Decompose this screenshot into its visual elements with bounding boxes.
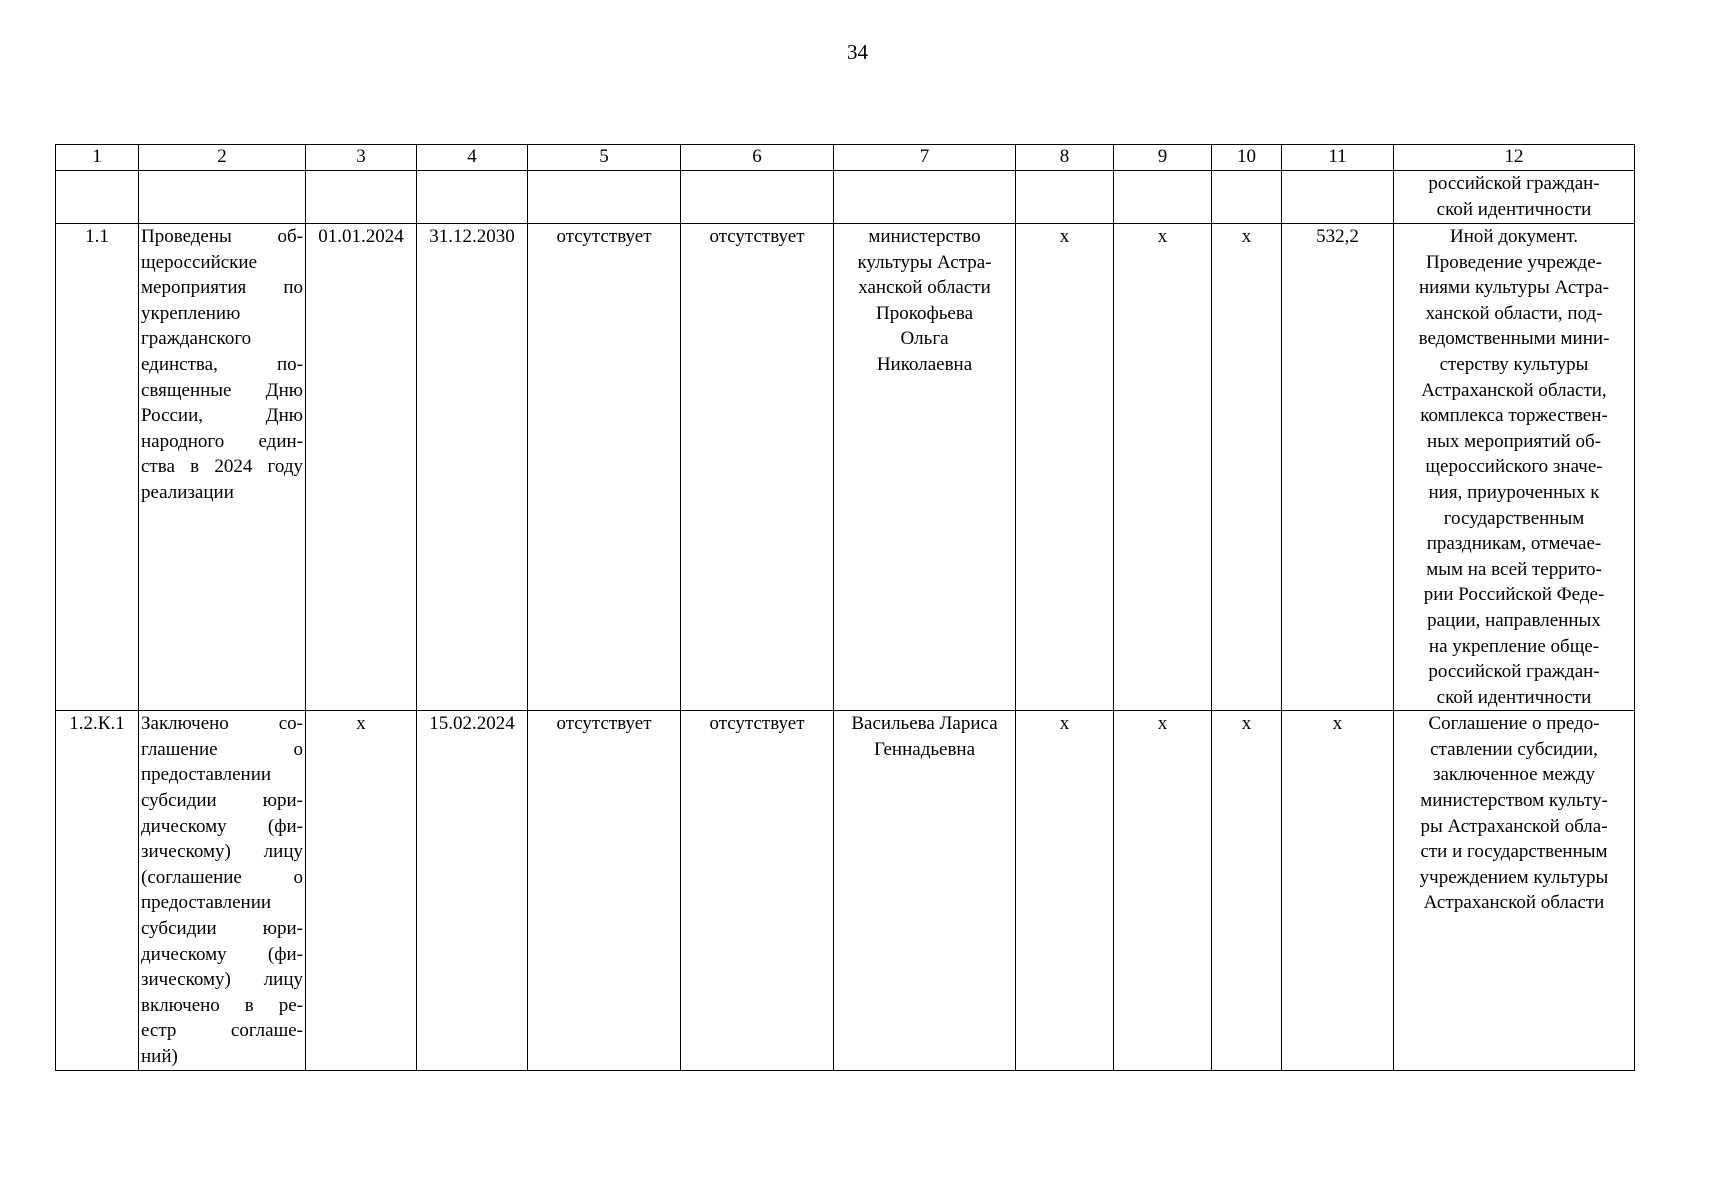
result-name-line: дическому (фи- <box>141 943 303 965</box>
document-line: сти и государственным <box>1420 841 1608 863</box>
column-8-value: x <box>1016 224 1114 711</box>
result-name-line: субсидии юри- <box>141 790 303 812</box>
empty-cell <box>139 171 306 224</box>
document-line: ниями культуры Астра- <box>1418 277 1610 299</box>
responsible-line: Геннадьевна <box>873 738 976 760</box>
column-number-1: 1 <box>56 145 139 171</box>
result-name-line: предоставлении <box>141 892 272 914</box>
responsible-line: культуры Астра- <box>857 251 992 273</box>
document-line: ханской области, под- <box>1425 302 1603 324</box>
document-line: рии Российской Феде- <box>1423 584 1605 606</box>
column-10-value: x <box>1212 711 1282 1070</box>
empty-cell <box>1282 171 1394 224</box>
column-number-7: 7 <box>834 145 1016 171</box>
document-line: заключенное между <box>1432 764 1596 786</box>
document-line: ных мероприятий об- <box>1426 430 1602 452</box>
responsible-line: Прокофьева <box>875 302 974 324</box>
result-name-line: России, Дню <box>141 405 303 427</box>
empty-cell <box>834 171 1016 224</box>
result-name-cell <box>139 224 306 711</box>
document-cell <box>1394 224 1635 711</box>
column-5-value: отсутствует <box>528 711 681 1070</box>
table-row <box>56 224 1635 711</box>
start-date: 01.01.2024 <box>306 224 417 711</box>
column-number-9: 9 <box>1114 145 1212 171</box>
column-5-value: отсутствует <box>528 224 681 711</box>
result-name-line: субсидии юри- <box>141 918 303 940</box>
document-line: российской граждан- <box>1428 661 1600 683</box>
result-name-line: дическому (фи- <box>141 815 303 837</box>
responsible-line: Ольга <box>900 328 949 350</box>
document-line: ской идентичности <box>1436 686 1592 708</box>
result-name-line: Заключено со- <box>141 713 303 735</box>
column-number-row <box>56 145 1635 171</box>
continuation-document-cell <box>1394 171 1635 224</box>
continuation-line: ской идентичности <box>1436 198 1592 220</box>
document-line: стерству культуры <box>1439 353 1589 375</box>
start-date: x <box>306 711 417 1070</box>
result-name-line: (соглашение о <box>141 866 303 888</box>
responsible-line: Николаевна <box>876 353 973 375</box>
continuation-row <box>56 171 1635 224</box>
document-line: Астраханской области <box>1423 892 1605 914</box>
column-number-12: 12 <box>1394 145 1635 171</box>
document-line: учреждением культуры <box>1419 866 1609 888</box>
page-number: 34 <box>847 40 868 64</box>
empty-cell <box>1016 171 1114 224</box>
column-number-8: 8 <box>1016 145 1114 171</box>
document-cell <box>1394 711 1635 1070</box>
column-number-10: 10 <box>1212 145 1282 171</box>
empty-cell <box>417 171 528 224</box>
empty-cell <box>681 171 834 224</box>
document-line: государственным <box>1443 507 1585 529</box>
column-8-value: x <box>1016 711 1114 1070</box>
plan-table <box>55 144 1635 1071</box>
result-name-line: священные Дню <box>141 379 303 401</box>
column-6-value: отсутствует <box>681 224 834 711</box>
result-name-line: гражданского <box>141 328 252 350</box>
responsible-line: ханской области <box>858 277 991 299</box>
row-number: 1.1 <box>56 224 139 711</box>
column-9-value: x <box>1114 224 1212 711</box>
document-line: ведомственными мини- <box>1418 328 1610 350</box>
result-name-line: укреплению <box>141 302 241 324</box>
column-number-4: 4 <box>417 145 528 171</box>
document-line: щероссийского значе- <box>1425 456 1603 478</box>
column-11-value: x <box>1282 711 1394 1070</box>
column-9-value: x <box>1114 711 1212 1070</box>
table-row <box>56 711 1635 1070</box>
result-name-line: естр соглаше- <box>141 1020 303 1042</box>
result-name-line: Проведены об- <box>141 226 303 247</box>
end-date: 31.12.2030 <box>417 224 528 711</box>
document-line: Проведение учрежде- <box>1426 251 1602 273</box>
column-number-11: 11 <box>1282 145 1394 171</box>
column-number-2: 2 <box>139 145 306 171</box>
responsible-line: министерство <box>868 226 981 247</box>
document-line: Иной документ. <box>1450 226 1578 247</box>
result-name-line: ства в 2024 году <box>141 456 303 478</box>
document-line: Соглашение о предо- <box>1428 713 1600 735</box>
column-11-value: 532,2 <box>1282 224 1394 711</box>
result-name-line: реализации <box>141 481 234 503</box>
document-line: ры Астраханской обла- <box>1420 815 1608 837</box>
result-name-line: включено в ре- <box>141 994 303 1016</box>
empty-cell <box>306 171 417 224</box>
result-name-line: глашение о <box>141 738 303 760</box>
result-name-line: зическому) лицу <box>141 841 303 863</box>
document-line: ставлении субсидии, <box>1430 738 1598 760</box>
result-name-line: щероссийские <box>141 251 258 273</box>
document-line: рации, направленных <box>1427 609 1601 631</box>
responsible-cell <box>834 224 1016 711</box>
empty-cell <box>1114 171 1212 224</box>
empty-cell <box>56 171 139 224</box>
document-line: праздникам, отмечае- <box>1426 533 1602 555</box>
empty-cell <box>528 171 681 224</box>
document-line: на укрепление обще- <box>1428 635 1600 657</box>
column-number-5: 5 <box>528 145 681 171</box>
column-6-value: отсутствует <box>681 711 834 1070</box>
column-10-value: x <box>1212 224 1282 711</box>
result-name-line: зическому) лицу <box>141 969 303 991</box>
document-line: мым на всей террито- <box>1426 558 1602 580</box>
document-line: министерством культу- <box>1420 790 1608 812</box>
responsible-line: Васильева Лариса <box>851 713 998 735</box>
continuation-line: российской граждан- <box>1428 173 1600 194</box>
end-date: 15.02.2024 <box>417 711 528 1070</box>
document-line: Астраханской области, <box>1421 379 1607 401</box>
column-number-3: 3 <box>306 145 417 171</box>
result-name-line: предоставлении <box>141 764 272 786</box>
result-name-line: народного един- <box>141 430 303 452</box>
result-name-line: ний) <box>141 1046 178 1067</box>
document-line: ния, приуроченных к <box>1428 481 1600 503</box>
responsible-cell <box>834 711 1016 1070</box>
document-line: комплекса торжествен- <box>1420 405 1608 427</box>
result-name-cell <box>139 711 306 1070</box>
result-name-line: мероприятия по <box>141 277 303 299</box>
column-number-6: 6 <box>681 145 834 171</box>
result-name-line: единства, по- <box>141 353 303 375</box>
row-number: 1.2.К.1 <box>56 711 139 1070</box>
empty-cell <box>1212 171 1282 224</box>
